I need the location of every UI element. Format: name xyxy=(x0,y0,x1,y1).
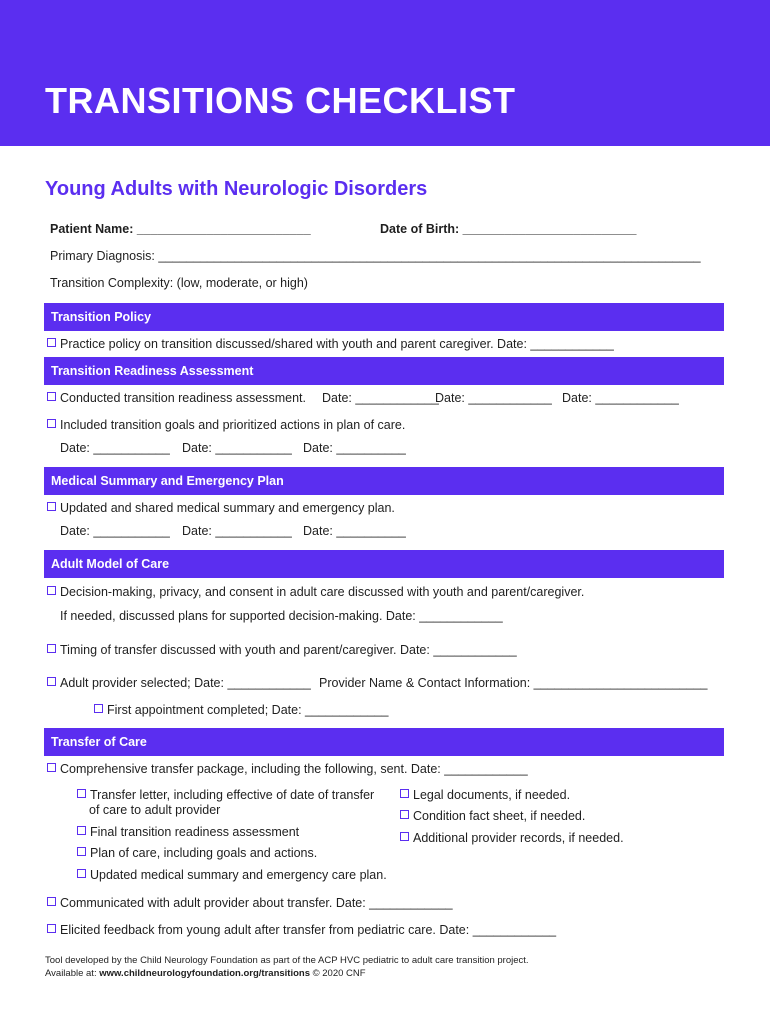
checkbox-icon[interactable] xyxy=(47,502,56,511)
item-text: Adult provider selected; Date: ____________ xyxy=(60,676,311,690)
item-text: Conducted transition readiness assessment. xyxy=(60,391,306,405)
checkbox-icon[interactable] xyxy=(47,338,56,347)
item-text: Comprehensive transfer package, including the following, sent. Date: ____________ xyxy=(60,762,528,776)
checkbox-icon[interactable] xyxy=(77,847,86,856)
date-field[interactable]: Date: ___________ xyxy=(60,441,170,455)
item-text: Timing of transfer discussed with youth and parent/caregiver. Date: ____________ xyxy=(60,643,517,657)
page-title: TRANSITIONS CHECKLIST xyxy=(45,80,516,121)
checkbox-icon[interactable] xyxy=(47,419,56,428)
footer-credit: Tool developed by the Child Neurology Foundation as part of the ACP HVC pediatric to adult care transition project. xyxy=(45,955,529,966)
checkbox-icon[interactable] xyxy=(400,810,409,819)
date-field[interactable]: Date: ____________ xyxy=(562,391,679,405)
date-field[interactable]: Date: ___________ xyxy=(182,441,292,455)
checklist-subitem-medical-summary xyxy=(77,868,387,882)
date-field[interactable]: Date: ___________ xyxy=(60,524,170,538)
checklist-item-medical-summary xyxy=(47,501,395,515)
date-field[interactable]: Date: __________ xyxy=(303,441,406,455)
checkbox-icon[interactable] xyxy=(47,763,56,772)
checklist-subitem-legal-documents xyxy=(400,788,570,802)
item-text: Transfer letter, including effective of date of transfer xyxy=(90,788,375,802)
item-text: Decision-making, privacy, and consent in adult care discussed with youth and parent/caregiver. xyxy=(60,585,585,599)
item-text: Plan of care, including goals and actions. xyxy=(90,846,318,860)
patient-name-blank[interactable]: _________________________ xyxy=(136,222,311,236)
patient-name-label: Patient Name: xyxy=(50,222,134,236)
item-text: Legal documents, if needed. xyxy=(413,788,571,802)
checkbox-icon[interactable] xyxy=(47,644,56,653)
checkbox-icon[interactable] xyxy=(77,789,86,798)
date-field[interactable]: Date: ____________ xyxy=(322,391,439,405)
transition-complexity-field: Transition Complexity: (low, moderate, or high) xyxy=(50,276,308,290)
checkbox-icon[interactable] xyxy=(47,924,56,933)
item-text: Included transition goals and prioritized actions in plan of care. xyxy=(60,418,406,432)
item-text: Elicited feedback from young adult after transfer from pediatric care. Date: ____________ xyxy=(60,923,557,937)
section-header-medical-summary: Medical Summary and Emergency Plan xyxy=(44,467,724,495)
section-header-adult-model-of-care: Adult Model of Care xyxy=(44,550,724,578)
patient-name-field xyxy=(50,222,311,236)
checkbox-icon[interactable] xyxy=(94,704,103,713)
checkbox-icon[interactable] xyxy=(47,586,56,595)
checkbox-icon[interactable] xyxy=(47,897,56,906)
page-subtitle: Young Adults with Neurologic Disorders xyxy=(45,178,428,200)
date-of-birth-field xyxy=(380,222,636,236)
item-text: First appointment completed; Date: ____________ xyxy=(107,703,389,717)
item-text: Practice policy on transition discussed/shared with youth and parent caregiver. Date: ____________ xyxy=(60,337,614,351)
checklist-item-first-appointment xyxy=(94,703,388,717)
item-text: Communicated with adult provider about transfer. Date: ____________ xyxy=(60,896,453,910)
checkbox-icon[interactable] xyxy=(47,677,56,686)
item-text: Additional provider records, if needed. xyxy=(413,831,624,845)
date-field[interactable]: Date: ____________ xyxy=(435,391,552,405)
checklist-subitem-transfer-letter xyxy=(77,788,374,802)
dob-blank[interactable]: _________________________ xyxy=(462,222,637,236)
footer-available-label: Available at: xyxy=(45,968,100,979)
checkbox-icon[interactable] xyxy=(400,832,409,841)
checklist-item-adult-provider-selected xyxy=(47,676,311,690)
footer-copyright: © 2020 CNF xyxy=(310,968,366,979)
checkbox-icon[interactable] xyxy=(77,869,86,878)
footer-availability xyxy=(45,968,366,979)
checklist-subitem-final-readiness xyxy=(77,825,299,839)
item-text: Condition fact sheet, if needed. xyxy=(413,809,586,823)
checklist-item-decision-making xyxy=(47,585,584,599)
checkbox-icon[interactable] xyxy=(77,826,86,835)
checklist-subitem-condition-fact-sheet xyxy=(400,809,585,823)
header-banner xyxy=(0,0,770,146)
checkbox-icon[interactable] xyxy=(47,392,56,401)
checklist-item-policy xyxy=(47,337,614,351)
checklist-item-communicated-with-provider xyxy=(47,896,453,910)
section-header-readiness-assessment: Transition Readiness Assessment xyxy=(44,357,724,385)
footer-url-link[interactable]: www.childneurologyfoundation.org/transitions xyxy=(99,968,310,979)
date-field[interactable]: Date: ___________ xyxy=(182,524,292,538)
checklist-item-readiness-assessment xyxy=(47,391,306,405)
item-text: Updated medical summary and emergency care plan. xyxy=(90,868,387,882)
item-text: Updated and shared medical summary and emergency plan. xyxy=(60,501,395,515)
checkbox-icon[interactable] xyxy=(400,789,409,798)
checklist-item-transition-goals xyxy=(47,418,405,432)
checklist-item-transfer-package xyxy=(47,762,528,776)
provider-name-contact-field[interactable]: Provider Name & Contact Information: _________________________ xyxy=(319,676,708,690)
date-field[interactable]: Date: __________ xyxy=(303,524,406,538)
transfer-letter-continued: of care to adult provider xyxy=(89,803,221,817)
primary-diagnosis-field[interactable]: Primary Diagnosis: ______________________________________________________________________________ xyxy=(50,249,701,263)
checklist-item-elicited-feedback xyxy=(47,923,556,937)
dob-label: Date of Birth: xyxy=(380,222,460,236)
supported-decision-making-text: If needed, discussed plans for supported decision-making. Date: ____________ xyxy=(60,609,503,623)
section-header-transition-policy: Transition Policy xyxy=(44,303,724,331)
item-text: Final transition readiness assessment xyxy=(90,825,300,839)
checklist-item-timing-of-transfer xyxy=(47,643,517,657)
checklist-subitem-plan-of-care xyxy=(77,846,317,860)
section-header-transfer-of-care: Transfer of Care xyxy=(44,728,724,756)
checklist-subitem-provider-records xyxy=(400,831,624,845)
